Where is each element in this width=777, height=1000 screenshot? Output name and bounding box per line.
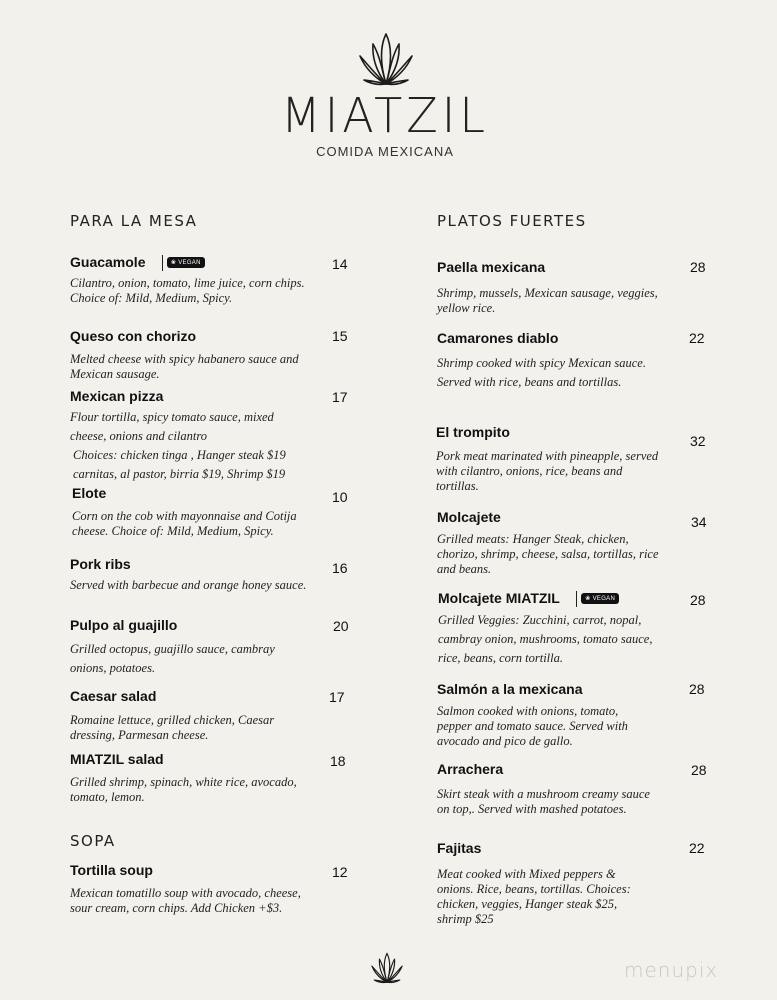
item-price: 34 <box>691 514 707 530</box>
agave-footer-icon <box>369 952 405 986</box>
item-description: Skirt steak with a mushroom creamy sauce on top,. Served with mashed potatoes. <box>437 787 650 816</box>
menu-item <box>70 688 370 743</box>
section-title-para-la-mesa: PARA LA MESA <box>70 212 198 230</box>
item-name: Pork ribs <box>70 556 131 572</box>
item-description: Served with barbecue and orange honey sauce. <box>70 578 307 592</box>
item-description: Cilantro, onion, tomato, lime juice, corn chips. Choice of: Mild, Medium, Spicy. <box>70 276 305 306</box>
item-name: MIATZIL salad <box>70 751 164 767</box>
menu-item <box>436 424 736 494</box>
menu-item <box>70 862 370 916</box>
divider <box>576 591 577 607</box>
item-name: Pulpo al guajillo <box>70 617 178 633</box>
item-description: Mexican tomatillo soup with avocado, cheese, sour cream, corn chips. Add Chicken +$3. <box>70 886 301 915</box>
item-name: Mexican pizza <box>70 388 164 404</box>
menu-item <box>70 556 370 593</box>
section-title-sopa: SOPA <box>70 832 116 850</box>
item-price: 28 <box>691 762 707 778</box>
item-name: Caesar salad <box>70 688 157 704</box>
menu-item <box>72 485 372 539</box>
menu-item <box>70 617 370 678</box>
item-price: 20 <box>333 618 349 634</box>
agave-logo-icon <box>355 32 417 90</box>
menu-item <box>437 259 737 316</box>
menu-item <box>437 509 737 577</box>
item-price: 14 <box>332 256 348 272</box>
vegan-badge-group <box>576 590 619 608</box>
item-name: El trompito <box>436 424 510 440</box>
menu-item <box>437 681 737 749</box>
watermark: menupix <box>624 958 719 982</box>
item-price: 16 <box>332 560 348 576</box>
item-price: 22 <box>689 840 705 856</box>
item-name: Guacamole <box>70 254 146 271</box>
menu-item <box>70 751 370 805</box>
item-price: 22 <box>689 330 705 346</box>
vegan-badge-group <box>162 254 205 272</box>
brand-subtitle: COMIDA MEXICANA <box>316 144 454 159</box>
item-name: Molcajete MIATZIL <box>438 590 560 607</box>
item-name: Queso con chorizo <box>70 328 197 344</box>
item-description: Grilled Veggies: Zucchini, carrot, nopal, cambray onion, mushrooms, tomato sauce, rice, beans, corn tortilla. <box>438 613 653 666</box>
menu-item <box>438 590 738 668</box>
item-description: Grilled shrimp, spinach, white rice, avocado, tomato, lemon. <box>70 775 297 804</box>
item-description: Romaine lettuce, grilled chicken, Caesar dressing, Parmesan cheese. <box>70 713 275 742</box>
item-description: Grilled octopus, guajillo sauce, cambray onions, potatoes. <box>70 642 275 675</box>
item-name: Camarones diablo <box>437 330 559 346</box>
item-description: Melted cheese with spicy habanero sauce and Mexican sausage. <box>70 352 299 381</box>
item-price: 28 <box>689 681 705 697</box>
item-description: Corn on the cob with mayonnaise and Cotija cheese. Choice of: Mild, Medium, Spicy. <box>72 509 297 538</box>
menu-item <box>437 761 737 817</box>
item-description: Salmon cooked with onions, tomato, pepper and tomato sauce. Served with avocado and pico de gallo. <box>437 704 628 748</box>
menu-item <box>70 328 370 382</box>
item-description: Grilled meats: Hanger Steak, chicken, chorizo, shrimp, cheese, salsa, tortillas, rice and beans. <box>437 532 659 576</box>
menu-item <box>437 840 737 927</box>
item-price: 17 <box>332 389 348 405</box>
brand-name: MIATZIL <box>281 86 489 144</box>
item-name: Elote <box>72 485 107 501</box>
item-name: Salmón a la mexicana <box>437 681 583 697</box>
item-description: Shrimp, mussels, Mexican sausage, veggies, yellow rice. <box>437 286 658 315</box>
brand-block <box>0 88 777 159</box>
item-price: 28 <box>690 259 706 275</box>
vegan-badge: ❀ VEGAN <box>581 593 619 604</box>
item-price: 28 <box>690 592 706 608</box>
item-name: Molcajete <box>437 509 501 525</box>
item-description: Meat cooked with Mixed peppers & onions. Rice, beans, tortillas. Choices: chicken, veggies, Hanger steak $25, shrimp $25 <box>437 867 631 926</box>
item-name: Fajitas <box>437 840 482 856</box>
section-title-platos-fuertes: PLATOS FUERTES <box>437 212 587 230</box>
item-price: 18 <box>330 753 346 769</box>
vegan-label: VEGAN <box>592 596 616 603</box>
item-description: Flour tortilla, spicy tomato sauce, mixed cheese, onions and cilantro <box>70 410 274 443</box>
item-price: 17 <box>329 689 345 705</box>
menu-item <box>437 330 737 392</box>
vegan-badge: ❀ VEGAN <box>167 257 205 268</box>
item-price: 12 <box>332 864 348 880</box>
item-price: 10 <box>332 489 348 505</box>
menu-item <box>70 254 370 306</box>
vegan-label: VEGAN <box>178 260 201 267</box>
item-choices: Choices: chicken tinga , Hanger steak $19 carnitas, al pastor, birria $19, Shrimp $19 <box>73 448 286 481</box>
item-name: Arrachera <box>437 761 504 777</box>
item-price: 15 <box>332 328 348 344</box>
divider <box>162 255 163 271</box>
item-description: Shrimp cooked with spicy Mexican sauce. Served with rice, beans and tortillas. <box>437 356 646 389</box>
item-name: Tortilla soup <box>70 862 153 878</box>
menu-item <box>70 388 370 484</box>
item-name: Paella mexicana <box>437 259 546 275</box>
item-description: Pork meat marinated with pineapple, served with cilantro, onions, rice, beans and tortillas. <box>436 449 659 493</box>
item-price: 32 <box>690 433 706 449</box>
